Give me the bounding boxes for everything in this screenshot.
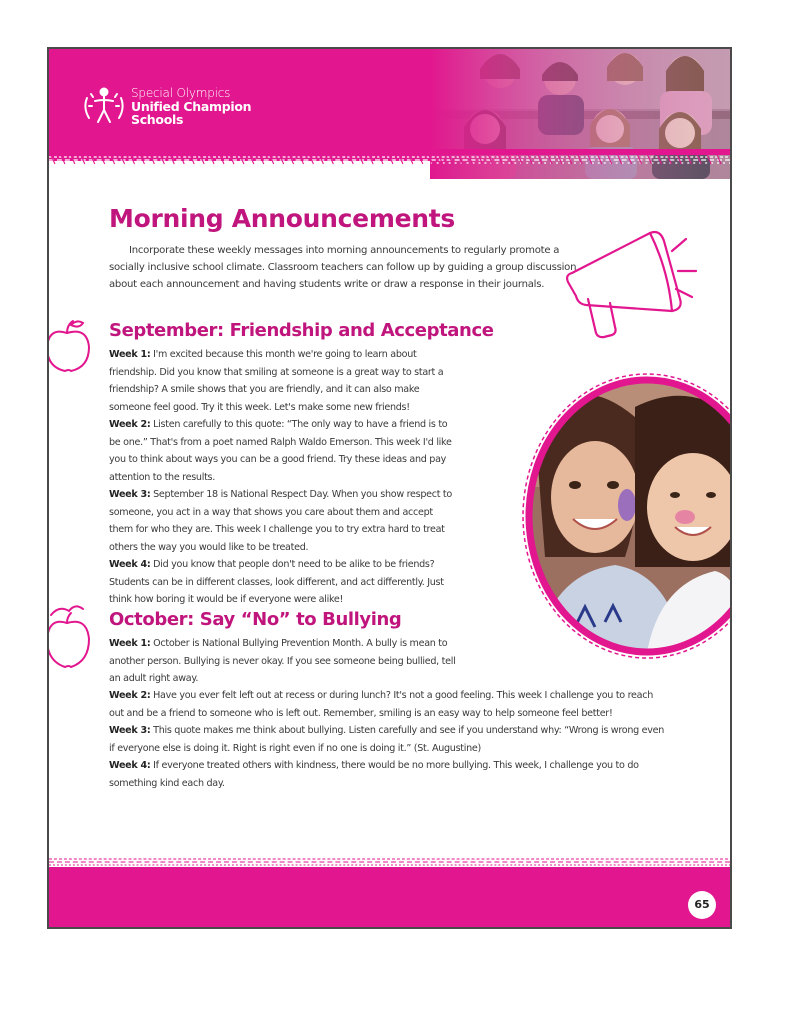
september-week-4: [109, 556, 459, 609]
page-header: [49, 49, 730, 161]
september-week-2: [109, 416, 459, 486]
special-olympics-emblem-icon: [81, 84, 127, 128]
week-label: Week 4:: [109, 760, 151, 771]
special-olympics-logo: [81, 84, 251, 128]
week-text: September 18 is National Respect Day. When you show respect to someone, you act in a way that shows you care about them and accept them for who they are. This week I challenge you to try extra hard to treat others the way you would like to be treated.: [109, 489, 452, 553]
logo-text-unified-champion: Unified Champion: [131, 98, 252, 114]
megaphone-icon: [564, 221, 704, 339]
logo-text-schools: Schools: [131, 111, 184, 127]
apple-icon: [47, 601, 91, 673]
october-heading: October: Say “No” to Bullying: [109, 609, 402, 630]
week-label: Week 2:: [109, 419, 151, 430]
header-brush-stripe: [49, 149, 730, 165]
october-week-1: [109, 635, 463, 688]
week-text: Did you know that people don't need to be alike to be friends? Students can be in different classes, look different, and act differently. Just think how boring it would be if everyone were alike!: [109, 559, 444, 605]
october-week-3: [109, 722, 669, 757]
october-week-2: [109, 687, 669, 722]
week-label: Week 1:: [109, 638, 151, 649]
week-label: Week 3:: [109, 489, 151, 500]
week-text: This quote makes me think about bullying. Listen carefully and see if you understand why: “Wrong is wrong even if everyone else is doing it. Right is right even if no one is doing it.” (St. Augustine): [109, 725, 665, 754]
october-week-list: [109, 687, 669, 792]
week-label: Week 4:: [109, 559, 151, 570]
september-week-list: [109, 346, 459, 609]
week-label: Week 1:: [109, 349, 151, 360]
intro-paragraph: Incorporate these weekly messages into morning announcements to regularly promote a socially inclusive school climate. Classroom teachers can follow up by guiding a group discussion about each announcement and having students write or draw a response in their journals.: [109, 245, 577, 290]
september-week-3: [109, 486, 459, 556]
week-label: Week 3:: [109, 725, 151, 736]
apple-icon: [47, 317, 91, 373]
october-week-1-block: [109, 635, 463, 688]
document-page: [47, 47, 732, 929]
logo-text-special-olympics: Special Olympics: [131, 85, 231, 100]
page-title: Morning Announcements: [109, 204, 455, 233]
week-text: I'm excited because this month we're going to learn about friendship. Did you know that smiling at someone is a great way to start a friendship? A smile shows that you are friendly, and it can also make someone feel good. Try it this week. Let's make some new friends!: [109, 349, 444, 413]
two-girls-circle-photo: [515, 367, 732, 665]
september-week-1: [109, 346, 459, 416]
week-text: Listen carefully to this quote: “The only way to have a friend is to be one.” That's from a poet named Ralph Waldo Emerson. This week I'd like you to think about ways you can be a good friend. Try these ideas and pay attention to the results.: [109, 419, 452, 483]
september-heading: September: Friendship and Acceptance: [109, 320, 494, 341]
page-number-badge: 65: [688, 891, 716, 919]
week-text: If everyone treated others with kindness, there would be no more bullying. This week, I challenge you to do something kind each day.: [109, 760, 639, 789]
page-footer: [49, 869, 730, 929]
october-week-4: [109, 757, 669, 792]
week-text: Have you ever felt left out at recess or during lunch? It's not a good feeling. This week I challenge you to reach out and be a friend to someone who is left out. Remember, smiling is an easy way to help someone feel better!: [109, 690, 653, 719]
week-text: October is National Bullying Prevention Month. A bully is mean to another person. Bullying is never okay. If you see someone being bullied, tell an adult right away.: [109, 638, 456, 684]
week-label: Week 2:: [109, 690, 151, 701]
